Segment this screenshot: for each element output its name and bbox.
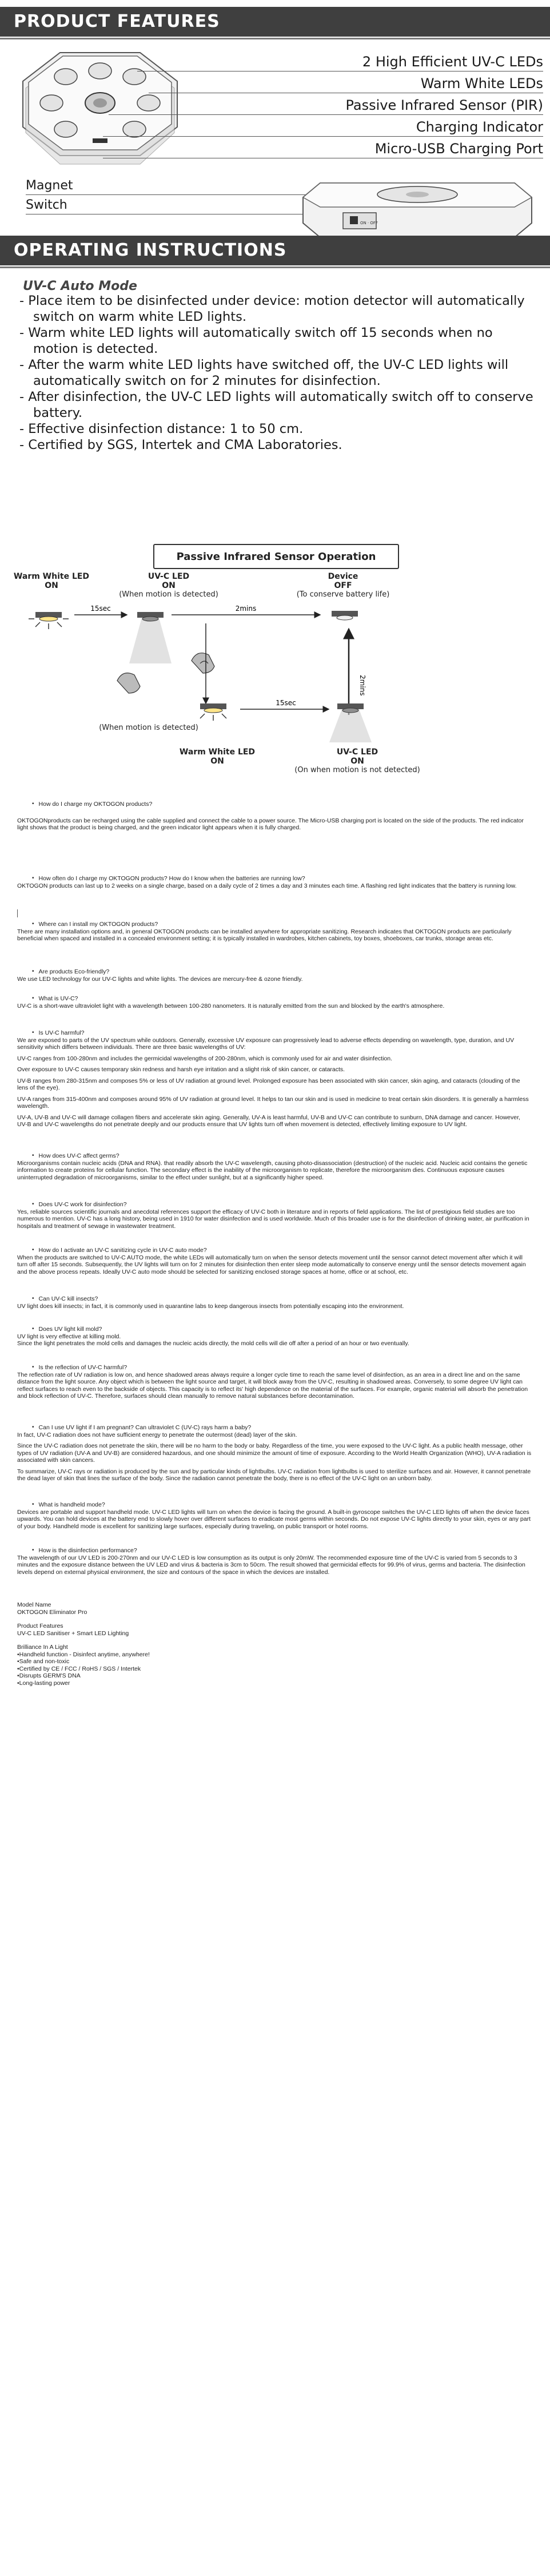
faq-activate [17, 1247, 532, 1279]
lamp-device-off [332, 611, 358, 620]
faq-question: • How do I charge my OKTOGON products? [17, 801, 532, 808]
conserve-battery-text: (To conserve battery life) [296, 590, 390, 599]
product-spec-block [17, 1601, 532, 1687]
faq-what-is-uvc [17, 995, 532, 1013]
faq-disinfection [17, 1201, 532, 1234]
feature-pir-sensor: Passive Infrared Sensor (PIR) [345, 97, 543, 113]
faq-answer: UV-B ranges from 280-315nm and composes 5% or less of UV radiation at ground level. Prolonged exposure has been associated with skin cancer, skin aging, and cataracts (clouding of the lens of the eye). [17, 1077, 520, 1091]
instruction-item: - Effective disinfection distance: 1 to 50 cm. [19, 421, 534, 437]
feature-leader-line [109, 114, 543, 115]
faq-answer: We are exposed to parts of the UV spectrum while outdoors. Generally, excessive UV exposure can progressively lead to adverse effects depending on wavelength, type, duration, and UV sensitivity which differs between individuals. There are three basic wavelengths of UV: [17, 1036, 515, 1051]
instruction-item: - Certified by SGS, Intertek and CMA Laboratories. [19, 437, 534, 453]
hand-motion-icon [117, 673, 140, 693]
faq-answer: Over exposure to UV-C causes temporary skin redness and harsh eye irritation and a slight risk of skin cancer, or cataracts. [17, 1066, 345, 1073]
brilliance-item: •Long-lasting power [17, 1679, 70, 1687]
faq-performance [17, 1547, 532, 1580]
faq-pregnant [17, 1424, 532, 1486]
t15-bottom-label: 15sec [276, 699, 296, 707]
faq-answer: When the products are switched to UV-C AUTO mode, the white LEDs will automatically turn on when the sensor detects movement until the sensor cannot detect movement after which it will turn off after 15 seconds. Subsequently, the UV lights will turn on for 2 minutes for disinfection then enter sleep mode automatically to conserve energy until the sensor detects movement again and the above process repeats. Ideally UV-C auto mode should be selected for sanitizing enclosed storage spaces at home, office or at school, etc. [17, 1254, 526, 1275]
faq-answer: Yes, reliable sources scientific journals and anecdotal references support the efficacy of UV-C both in literature and in reports of field applications. The list of prestigious field studies are too numerous to mention. UV-C has a long history, being used in 1910 for water disinfection and is used worldwide. Much of this broader use is for the disinfection of drinking water, air purification in hospitals and treatment of sewage in wastewater treatment. [17, 1208, 529, 1230]
instruction-item: - Warm white LED lights will automatically switch off 15 seconds when no motion is detected. [19, 325, 534, 357]
warm-white-led-label [11, 572, 91, 590]
faq-question: • Does UV light kill mold? [17, 1326, 532, 1333]
faq-question: • How does UV-C affect germs? [17, 1152, 532, 1160]
faq-question: • Does UV-C work for disinfection? [17, 1201, 532, 1209]
faq-answer: The reflection rate of UV radiation is low on, and hence shadowed areas always require a longer cycle time to reach the same level of disinfection, as an area in a direct line and on the same distance from the light source. Any object which is between the light source and target, it will block away from the UV-C, resulting in shadowed areas. Conversely, to some degree UV light can reflect surfaces to reach even to the backside of objects. This capacity is to reflect its' high dependence on the material of the surfaces. For example, organic material will absorb the penetration and block reflection of UV-C. Therefore, surfaces should clean manually to remove natural substances before decontamination. [17, 1371, 528, 1400]
faq-answer: UV light does kill insects; in fact, it is commonly used in quarantine labs to keep dangerous insects from potentially escaping into the environment. [17, 1302, 404, 1310]
magnet-label: Magnet [26, 178, 73, 193]
product-features-value: UV-C LED Sanitiser + Smart LED Lighting [17, 1629, 129, 1637]
brilliance-item: •Safe and non-toxic [17, 1658, 70, 1665]
faq-answer: We use LED technology for our UV-C lights and white lights. The devices are mercury-free & ozone friendly. [17, 975, 303, 983]
faq-question: • Is UV-C harmful? [17, 1029, 532, 1037]
faq-question: • Is the reflection of UV-C harmful? [17, 1364, 532, 1372]
faq-how-often [17, 875, 532, 893]
faq-question: • How do I activate an UV-C sanitizing cycle in UV-C auto mode? [17, 1247, 532, 1254]
on-text: ON [45, 581, 58, 590]
faq-answer: UV-C ranges from 100-280nm and includes the germicidal wavelengths of 200-280nm, which is commonly used for air and water disinfection. [17, 1055, 392, 1062]
switch-text: ON · OFF [360, 221, 378, 225]
device-text: Device [328, 572, 358, 581]
product-features-label: Product Features [17, 1623, 63, 1629]
faq-answer: OKTOGONproducts can be recharged using the cable supplied and connect the cable to a power source. The Micro-USB charging port is located on the side of the products. The red indicator light shows that the product is being charged, and the green indicator light appears when it is fully charged. [17, 817, 524, 831]
uvc-bottom-text: UV-C LED [336, 748, 378, 757]
on-text: ON [210, 757, 224, 766]
off-text: OFF [334, 581, 352, 590]
faq-question: • Where can I install my OKTOGON products? [17, 921, 532, 928]
faq-mold [17, 1326, 532, 1351]
operating-instructions-list [19, 293, 534, 453]
faq-answer: OKTOGON products can last up to 2 weeks on a single charge, based on a daily cycle of 2 times a day and 3 minutes each time. A flashing red light indicates that the battery is running low. [17, 882, 517, 889]
faq-eco [17, 968, 532, 987]
faq-install [17, 921, 532, 947]
hand-motion-icon [192, 653, 214, 673]
product-features-title: PRODUCT FEATURES [14, 11, 220, 31]
faq-question: • What is handheld mode? [17, 1501, 532, 1509]
banner-underline [0, 38, 550, 39]
faq-answer: Since the UV-C radiation does not penetrate the skin, there will be no harm to the body or baby. Regardless of the time, you were exposed to the UV-C light. As a public health message, other types of UV radiation (UV-A and UV-B) are considered hazardous, and one should minimize the amount of time of exposure. According to the World Health Organization (WHO), UV-A radiation is associated with skin cancers. [17, 1442, 532, 1464]
on-text: ON [350, 757, 364, 766]
faq-insects [17, 1295, 532, 1314]
model-name-label: Model Name [17, 1601, 51, 1608]
feature-charging-indicator: Charging Indicator [416, 119, 543, 135]
uvc-auto-mode-subtitle: UV-C Auto Mode [23, 279, 137, 293]
faq-answer: Since the light penetrates the mold cells and damages the nucleic acids directly, the mold cells will die off after a period of an hour or two eventually. [17, 1340, 409, 1347]
feature-leader-line [103, 136, 543, 137]
instruction-item: - After the warm white LED lights have switched off, the UV-C LED lights will automatically switch on for 2 minutes for disinfection. [19, 357, 534, 389]
uvc-led-text: UV-C LED [148, 572, 190, 581]
t15-label: 15sec [90, 605, 111, 613]
faq-answer: In fact, UV-C radiation does not have sufficient energy to penetrate the outermost (dead) layer of the skin. [17, 1431, 297, 1438]
t2-vertical-label: 2mins [358, 675, 366, 696]
lamp-uvc-top [129, 612, 172, 663]
uvc-led-bottom-label [286, 748, 429, 774]
faq-answer: Devices are portable and support handheld mode. UV-C LED lights will turn on when the device is facing the ground. A built-in gyroscope switches the UV-C LED lights off when the device faces upwards. You can hold devices at the battery end to slowly hover over different surfaces to eradicate most germs within seconds. Do not expose UV-C lights directly to your skin, eyes or any part of your body. Handheld mode is excellent for sanitizing large surfaces, especially during traveling, on public transport or hotel rooms. [17, 1508, 531, 1530]
instruction-item: - After disinfection, the UV-C LED lights will automatically switch off to conserve battery. [19, 389, 534, 421]
brilliance-item: •Disrupts GERM'S DNA [17, 1672, 81, 1679]
faq-reflection [17, 1364, 532, 1404]
faq-answer: The wavelength of our UV LED is 200-270nm and our UV-C LED is low consumption as its output is only 20mW. The recommended exposure time of the UV-C is varied from 5 seconds to 3 minutes and the exposure distance between the UV LED and virus & bacteria is 3cm to 50cm. The result showed that germicidal effects for 99.9% of virus, germs and bacteria. The disinfection levels depend on external physical environment, the size and contours of the space in which the devices are installed. [17, 1554, 525, 1576]
brilliance-item: •Handheld function - Disinfect anytime, anywhere! [17, 1651, 150, 1658]
faq-answer: UV-C is a short-wave ultraviolet light with a wavelength between 100-280 nanometers. It is naturally emitted from the sun and blocked by the earth's atmosphere. [17, 1002, 445, 1009]
brilliance-label: Brilliance In A Light [17, 1644, 68, 1651]
faq-question: • What is UV-C? [17, 995, 532, 1003]
lamp-warm-white-bottom [200, 703, 226, 721]
faq-answer: To summarize, UV-C rays or radiation is produced by the sun and by particular kinds of lightbulbs. UV-C radiation from lightbulbs is used to sterilize surfaces and air. However, it cannot penetrate the dead layer of skin that lines the surface of the body. Since the radiation cannot penetrate the body, there is no effect of the UV-C light on an unborn baby. [17, 1468, 531, 1482]
text-cursor-divider [17, 909, 18, 917]
operating-instructions-banner [0, 236, 550, 265]
operating-instructions-title: OPERATING INSTRUCTIONS [14, 240, 287, 260]
faq-question: • Can UV-C kill insects? [17, 1295, 532, 1303]
on-when-not-detected-text: (On when motion is not detected) [294, 766, 420, 774]
feature-warm-white-leds: Warm White LEDs [420, 75, 543, 92]
lamp-uvc-bottom [329, 703, 372, 742]
brilliance-item: •Certified by CE / FCC / RoHS / SGS / Intertek [17, 1665, 141, 1672]
model-name-value: OKTOGON Eliminator Pro [17, 1608, 87, 1616]
faq-question: • How often do I charge my OKTOGON products? How do I know when the batteries are running low? [17, 875, 532, 882]
faq-question: • Can I use UV light if I am pregnant? Can ultraviolet C (UV-C) rays harm a baby? [17, 1424, 532, 1432]
product-features-banner [0, 7, 550, 37]
faq-charge [17, 801, 532, 836]
faq-answer: UV-A, UV-B and UV-C will damage collagen fibers and accelerate skin aging. Generally, UV-A is least harmful, UV-B and UV-C can contribute to sunburn, DNA damage and cancer. However, UV-B and UV-C wavelengths do not penetrate deeply and our products ensure that UV lights turn off when movement is detected, effectively limiting exposure to UV light. [17, 1114, 520, 1128]
faq-question: • How is the disinfection performance? [17, 1547, 532, 1555]
faq-handheld [17, 1501, 532, 1534]
when-motion-detected-label-2 [86, 723, 212, 732]
faq-uvc-harmful [17, 1029, 532, 1132]
faq-germs [17, 1152, 532, 1185]
faq-answer: Microorganisms contain nucleic acids (DNA and RNA). that readily absorb the UV-C wavelength, causing photo-disassociation (destruction) of the nucleic acid. Nucleic acid contains the genetic information to create proteins for cellular function. The secondary effect is the inability of the microorganism to replicate, therefore the microorganism dies. Continuous exposure causes uninterrupted degradation of microorganisms, similar to the effect under sunlight, but at a significantly higher speed. [17, 1159, 528, 1181]
when-motion-detected-text-2: (When motion is detected) [99, 723, 198, 732]
faq-answer: UV light is very effective at killing mold. [17, 1333, 121, 1340]
pir-flow-diagram [0, 595, 412, 744]
faq-question: • Are products Eco-friendly? [17, 968, 532, 976]
switch-label: Switch [26, 198, 67, 212]
pir-diagram-title: Passive Infrared Sensor Operation [153, 544, 399, 569]
warm-white-led-text: Warm White LED [13, 572, 90, 581]
instruction-item: - Place item to be disinfected under device: motion detector will automatically switch on warm white LED lights. [19, 293, 534, 325]
faq-answer: UV-A ranges from 315-400nm and composes around 95% of UV radiation at ground level. It helps to tan our skin and is used in medicine to treat certain skin disorders. It is generally a harmless wavelength. [17, 1095, 529, 1110]
feature-uvc-leds: 2 High Efficient UV-C LEDs [362, 54, 543, 70]
feature-usb-port: Micro-USB Charging Port [374, 141, 543, 157]
warm-white-bottom-text: Warm White LED [179, 748, 256, 757]
t2-label: 2mins [235, 605, 257, 613]
on-text: ON [162, 581, 176, 590]
when-motion-detected-text: (When motion is detected) [119, 590, 218, 599]
banner-underline [0, 267, 550, 268]
lamp-warm-white-top [29, 612, 69, 629]
warm-white-led-bottom-label [172, 748, 263, 766]
faq-answer: There are many installation options and, in general OKTOGON products can be installed anywhere for appropriate sanitizing. Research indicates that OKTOGON products are particularly beneficial when spaced and installed in a concealed environment setting; it is typically installed in wardrobes, kitchen cabinets, toy boxes, shoeboxes, car trunks, storage areas etc. [17, 928, 512, 942]
